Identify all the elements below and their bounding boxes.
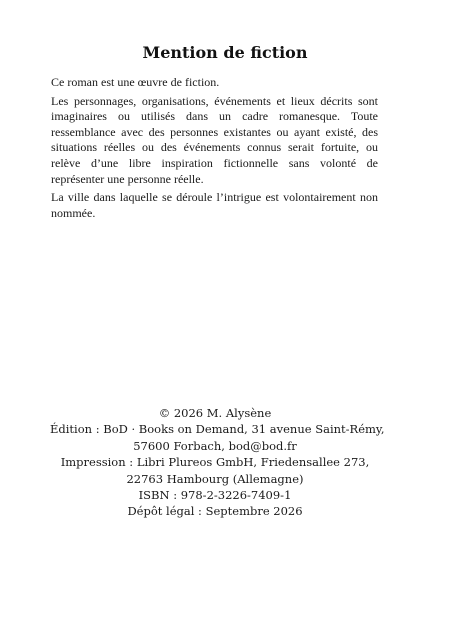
- paragraph-fiction-statement: Ce roman est une œuvre de fiction.: [51, 75, 220, 89]
- legal-deposit-line: Dépôt légal : Septembre 2026: [127, 504, 303, 519]
- fiction-notice-body: [51, 75, 378, 224]
- edition-line-2: 57600 Forbach, bod@bod.fr: [133, 438, 297, 453]
- printing-line-1: Impression : Libri Plureos GmbH, Friedensallee 273,: [60, 455, 370, 470]
- edition-line-1: Édition : BoD · Books on Demand, 31 avenue Saint-Rémy,: [50, 422, 385, 437]
- copyright-line: © 2026 M. Alysène: [158, 406, 272, 420]
- paragraph-disclaimer: Les personnages, organisations, événements et lieux décrits sont imaginaires ou utilisés dans un cadre romanesque. Toute ressemblance avec des personnes existantes ou ayant existé, des situations réelles ou des événements connus serait fortuite, ou relève d’une libre inspiration fictionnelle sans volonté de représenter une personne réelle.: [51, 93, 378, 186]
- isbn-line: ISBN : 978-2-3226-7409-1: [138, 488, 292, 503]
- paragraph-unnamed-city: La ville dans laquelle se déroule l’intrigue est volontairement non nommée.: [51, 190, 378, 220]
- printing-line-2: 22763 Hambourg (Allemagne): [126, 471, 304, 486]
- page-title: Mention de fiction: [142, 43, 308, 62]
- colophon: [50, 405, 385, 520]
